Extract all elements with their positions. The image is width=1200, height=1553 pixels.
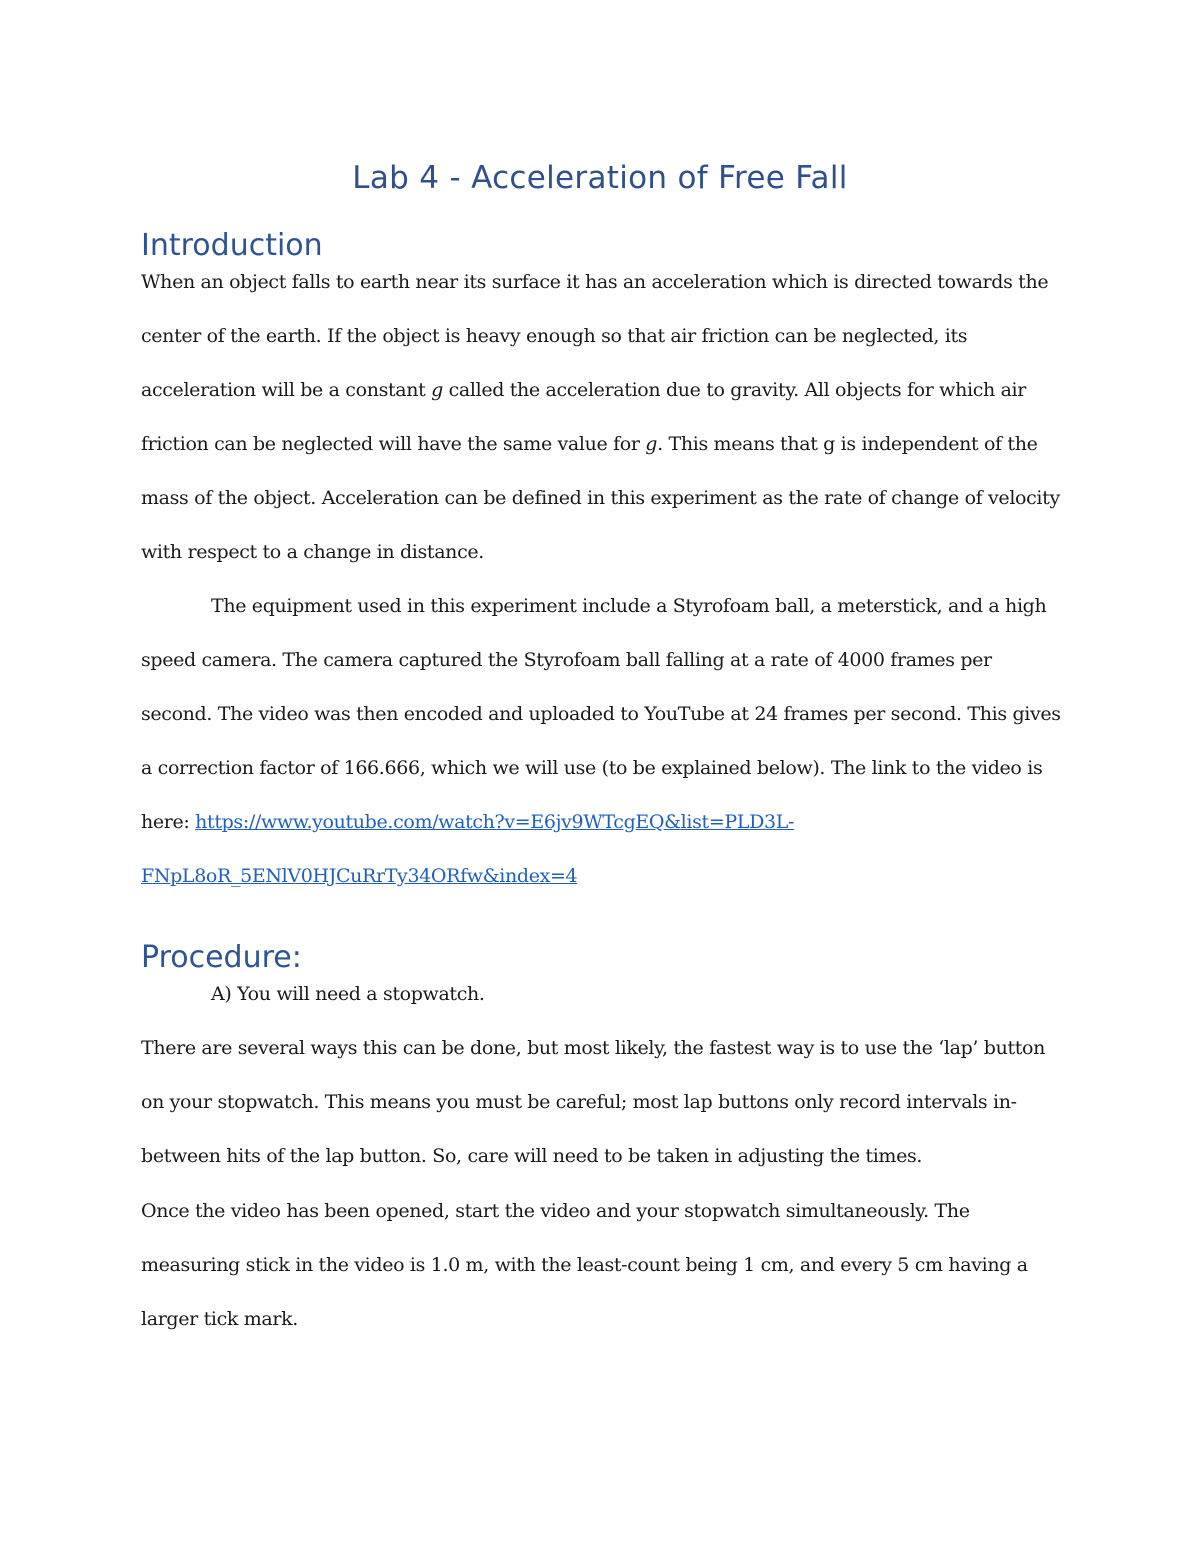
procedure-step-a: A) You will need a stopwatch. bbox=[211, 983, 485, 1005]
procedure-stopwatch-paragraph: There are several ways this can be done, but most likely, the fastest way is to use the ‘lap’ button on your stopwatch. This means you must be careful; most lap buttons only record intervals in-between hits of the lap button. So, care will need to be taken in adjusting the times. bbox=[141, 1037, 1046, 1167]
intro-text-part3: . This means that g is independent of the mass of the object. Acceleration can be defined in this experiment as the rate of change of velocity with respect to a change in distance. bbox=[141, 433, 1060, 563]
youtube-video-link[interactable]: https://www.youtube.com/watch?v=E6jv9WTcgEQ&list=PLD3L-FNpL8oR_5ENlV0HJCuRrTy34ORfw&index=4 bbox=[141, 811, 795, 887]
procedure-video-paragraph: Once the video has been opened, start the video and your stopwatch simultaneously. The measuring stick in the video is 1.0 m, with the least-count being 1 cm, and every 5 cm having a larger tick mark. bbox=[141, 1200, 1028, 1330]
intro-symbol-g-second: g bbox=[645, 433, 658, 455]
intro-text-part1: When an object falls to earth near its surface it has an acceleration which is directed towards the center of the earth. If the object is heavy enough so that air friction can be neglected, its acceleration will be a constant bbox=[141, 271, 1049, 401]
procedure-heading: Procedure: bbox=[141, 940, 302, 975]
document-title: Lab 4 - Acceleration of Free Fall bbox=[352, 160, 848, 196]
introduction-paragraph bbox=[141, 255, 1061, 579]
equipment-paragraph bbox=[141, 579, 1061, 903]
equipment-text: The equipment used in this experiment include a Styrofoam ball, a meterstick, and a high speed camera. The camera captured the Styrofoam ball falling at a rate of 4000 frames per second. The video was then encoded and uploaded to YouTube at 24 frames per second. This gives a correction factor of 166.666, which we will use (to be explained below). The link to the video is here: bbox=[141, 595, 1061, 833]
intro-symbol-g: g bbox=[431, 379, 443, 401]
intro-text-part2: called the acceleration due to gravity. All objects for which air friction can be neglected will have the same value for bbox=[141, 379, 1027, 455]
introduction-heading: Introduction bbox=[141, 228, 323, 263]
